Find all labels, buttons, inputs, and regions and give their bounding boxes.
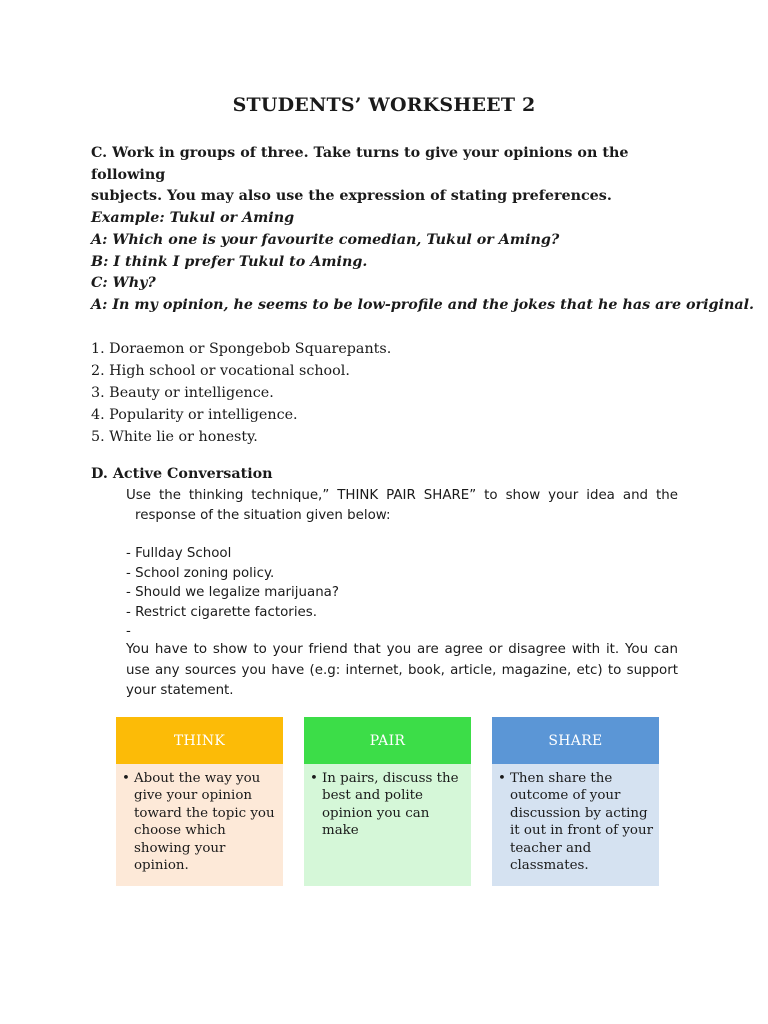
pair-card-header: PAIR [304, 717, 471, 764]
list-item: 4. Popularity or intelligence. [91, 407, 298, 423]
section-c-instruction [91, 143, 651, 208]
share-card-text: Then share the outcome of your discussion by acting it out in front of your teacher and classmates. [510, 771, 654, 874]
share-card-body [492, 764, 659, 886]
example-line: B: I think I prefer Tukul to Aming. [91, 253, 368, 270]
pair-card-text: In pairs, discuss the best and polite opinion you can make [322, 771, 459, 839]
example-line: Example: Tukul or Aming [91, 210, 295, 226]
instruction-line-1: C. Work in groups of three. Take turns to give your opinions on the following [91, 145, 629, 183]
bullet-icon: • [498, 771, 506, 786]
share-card-header: SHARE [492, 717, 659, 764]
list-item: 1. Doraemon or Spongebob Squarepants. [91, 341, 392, 357]
example-dialogue [91, 208, 755, 317]
think-card [116, 717, 283, 886]
share-card [492, 717, 659, 886]
list-item: - [126, 624, 131, 639]
page-title: STUDENTS’ WORKSHEET 2 [232, 94, 536, 116]
list-item: - School zoning policy. [126, 565, 275, 581]
topic-list [126, 544, 526, 642]
think-card-body [116, 764, 283, 886]
section-d-heading: D. Active Conversation [91, 466, 273, 482]
intro-line-1: Use the thinking technique,” THINK PAIR SHARE” to show your idea and the [126, 488, 678, 503]
bullet-icon: • [122, 771, 130, 786]
list-item: - Should we legalize marijuana? [126, 585, 339, 600]
think-card-text: About the way you give your opinion toward the topic you choose which showing your opinion. [134, 771, 275, 874]
pair-card-body [304, 764, 471, 886]
example-line: C: Why? [91, 275, 156, 292]
intro-line-2: response of the situation given below: [135, 508, 391, 523]
list-item: 2. High school or vocational school. [91, 363, 350, 379]
list-item: - Fullday School [126, 546, 232, 561]
example-line: A: In my opinion, he seems to be low-profile and the jokes that he has are original. [91, 297, 755, 314]
example-line: A: Which one is your favourite comedian, Tukul or Aming? [91, 231, 560, 248]
list-item: 3. Beauty or intelligence. [91, 385, 274, 401]
pair-card [304, 717, 471, 886]
instruction-line-2: subjects. You may also use the expression of stating preferences. [91, 188, 612, 204]
bullet-icon: • [310, 771, 318, 786]
think-card-header: THINK [116, 717, 283, 764]
list-item: 5. White lie or honesty. [91, 429, 258, 445]
choice-list [91, 338, 591, 448]
section-d-intro [126, 486, 678, 526]
list-item: - Restrict cigarette factories. [126, 604, 318, 620]
section-d-closing: You have to show to your friend that you are agree or disagree with it. You can use any sources you have (e.g: internet, book, article, magazine, etc) to support your statement. [126, 642, 678, 698]
